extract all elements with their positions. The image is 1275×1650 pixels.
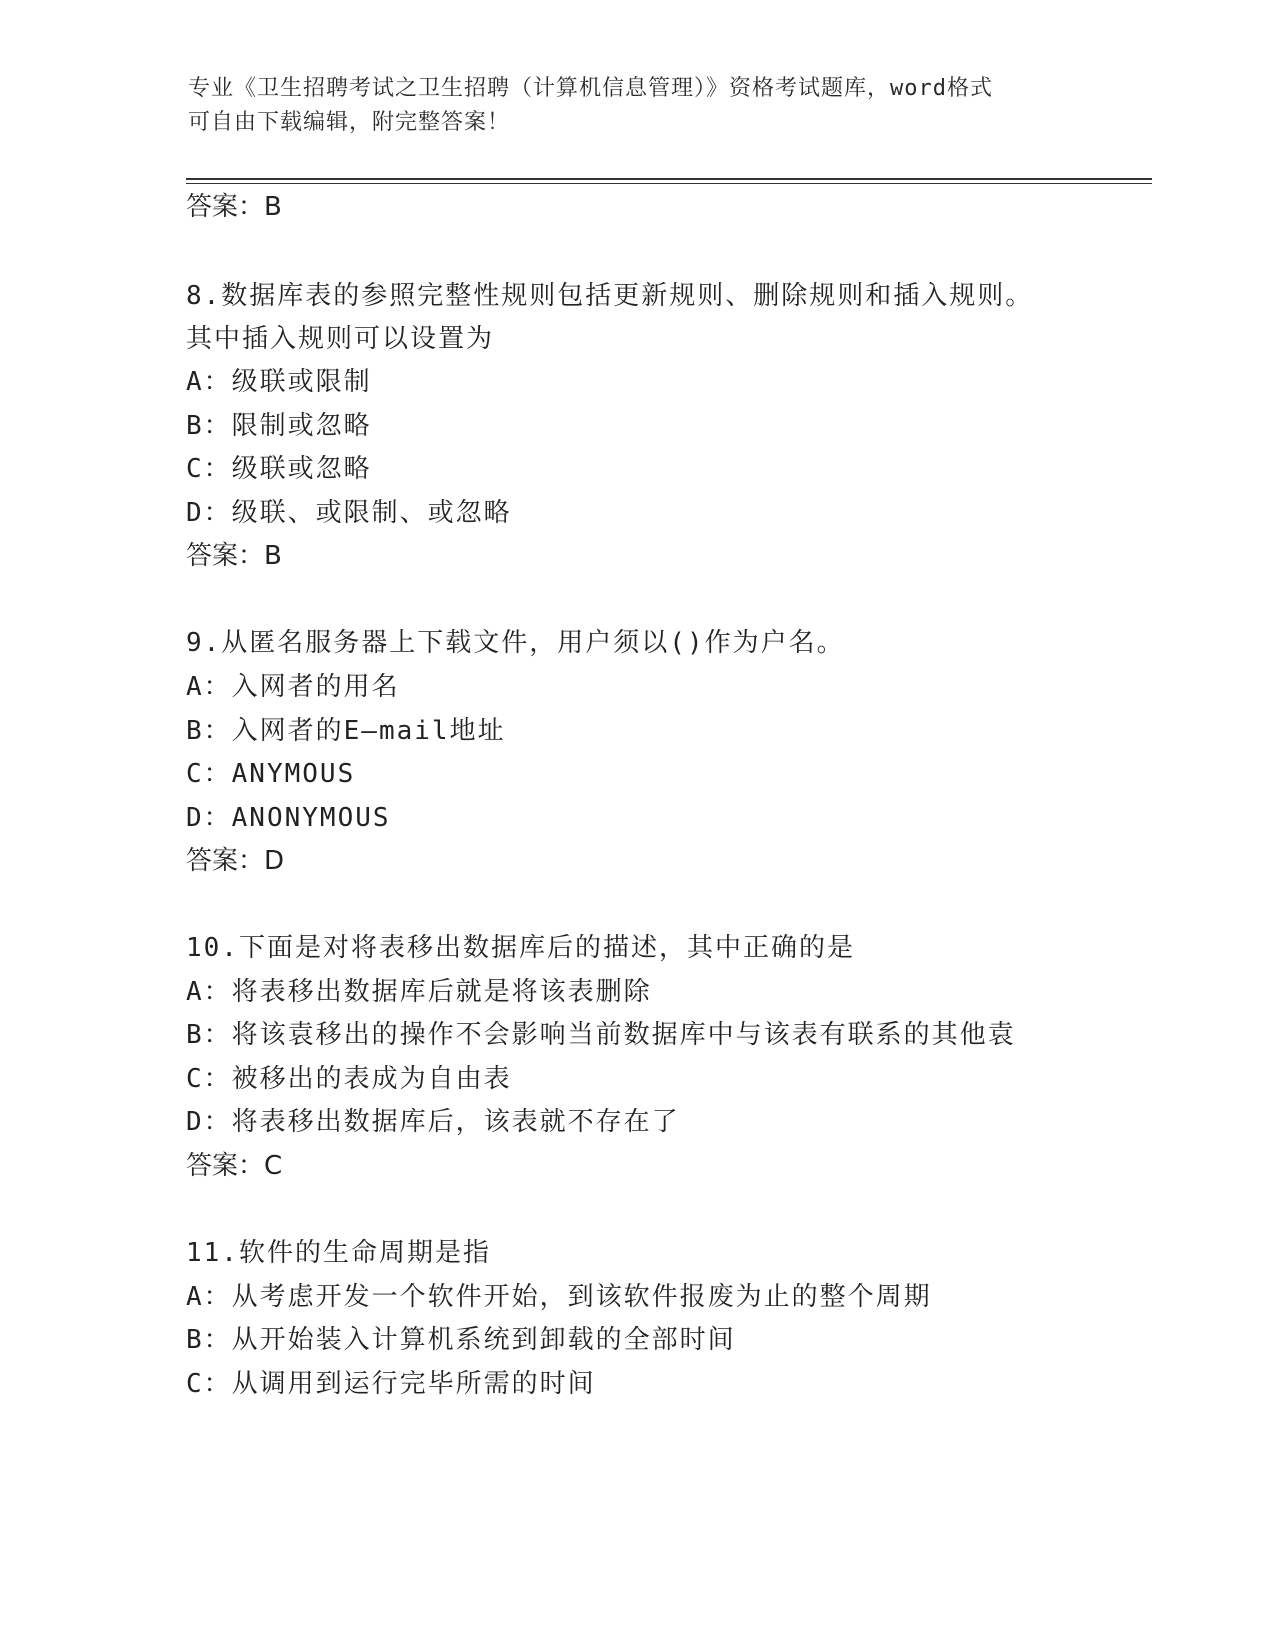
question-9-option-a: A：入网者的用名 (186, 672, 400, 702)
question-9-option-c: C：ANYMOUS (186, 759, 356, 789)
question-10-option-a: A：将表移出数据库后就是将该表删除 (186, 977, 652, 1007)
header-line-2: 可自由下载编辑，附完整答案！ (188, 110, 511, 135)
question-9-option-b: B：入网者的E—mail地址 (186, 716, 506, 746)
question-9-option-d: D：ANONYMOUS (186, 803, 391, 833)
header-divider-thin (186, 183, 1152, 184)
question-11-option-a: A：从考虑开发一个软件开始，到该软件报废为止的整个周期 (186, 1282, 932, 1312)
document-header (188, 72, 1088, 140)
previous-answer: 答案：B (186, 192, 282, 222)
question-11-stem: 11.软件的生命周期是指 (186, 1238, 491, 1268)
question-10-option-c: C：被移出的表成为自由表 (186, 1064, 512, 1094)
header-line-1: 专业《卫生招聘考试之卫生招聘（计算机信息管理）》资格考试题库，word格式 (188, 76, 993, 101)
question-8-stem-line-2: 其中插入规则可以设置为 (186, 324, 495, 354)
question-8-answer: 答案：B (186, 541, 282, 571)
question-8-option-a: A：级联或限制 (186, 367, 372, 397)
question-11-option-c: C：从调用到运行完毕所需的时间 (186, 1369, 596, 1399)
question-9-stem: 9.从匿名服务器上下载文件，用户须以()作为户名。 (186, 628, 845, 658)
question-8-stem-line-1: 8.数据库表的参照完整性规则包括更新规则、删除规则和插入规则。 (186, 281, 1034, 311)
question-8-option-b: B：限制或忽略 (186, 411, 372, 441)
question-10-option-d: D：将表移出数据库后，该表就不存在了 (186, 1107, 680, 1137)
question-10-answer: 答案：C (186, 1151, 283, 1181)
question-10-option-b: B：将该袁移出的操作不会影响当前数据库中与该表有联系的其他袁 (186, 1020, 1016, 1050)
question-10-stem: 10.下面是对将表移出数据库后的描述，其中正确的是 (186, 933, 855, 963)
question-8-option-d: D：级联、或限制、或忽略 (186, 498, 512, 528)
question-9-answer: 答案：D (186, 846, 285, 876)
question-11-option-b: B：从开始装入计算机系统到卸载的全部时间 (186, 1325, 736, 1355)
header-divider-thick (186, 178, 1152, 180)
question-8-option-c: C：级联或忽略 (186, 454, 372, 484)
